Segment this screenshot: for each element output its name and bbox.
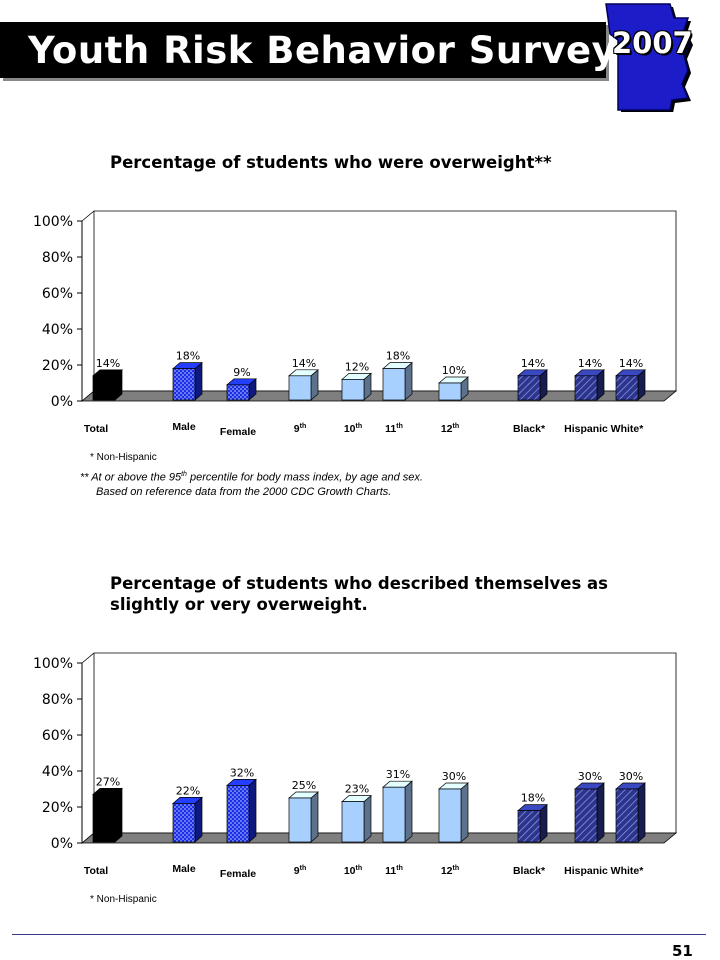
footnote-non-hispanic-1: * Non-Hispanic bbox=[90, 452, 157, 463]
data-label-0-4: 12% bbox=[344, 360, 370, 374]
bar-1-6 bbox=[439, 783, 468, 842]
chart-2-title: Percentage of students who described themselves as slightly or very overweight. bbox=[110, 574, 608, 614]
data-label-0-5: 18% bbox=[385, 349, 411, 363]
y-tick-label-0-3: 60% bbox=[41, 286, 73, 302]
x-tick-label-1-2: Female bbox=[219, 868, 257, 880]
bar-0-1 bbox=[173, 363, 202, 400]
page-title: Youth Risk Behavior Survey bbox=[28, 29, 617, 72]
bar-0-6 bbox=[439, 377, 468, 400]
bar-0-0 bbox=[93, 370, 122, 400]
x-tick-label-1-7: Black* bbox=[512, 865, 546, 877]
data-label-1-8: 30% bbox=[577, 770, 603, 783]
data-label-0-8: 14% bbox=[577, 356, 603, 370]
x-tick-label-1-5: 11th bbox=[385, 865, 403, 877]
bar-1-4 bbox=[342, 796, 371, 842]
bar-1-1 bbox=[173, 797, 202, 842]
y-tick-label-0-1: 20% bbox=[41, 358, 73, 374]
bar-1-0 bbox=[93, 788, 122, 842]
y-tick-label-0-4: 80% bbox=[41, 250, 73, 266]
x-tick-label-1-4: 10th bbox=[343, 865, 363, 877]
bar-1-7 bbox=[518, 805, 547, 842]
y-tick-label-0-5: 100% bbox=[32, 214, 73, 230]
x-tick-label-0-1: Male bbox=[172, 421, 196, 433]
chart-1-title: Percentage of students who were overweight** bbox=[110, 153, 552, 172]
data-label-1-1: 22% bbox=[175, 784, 201, 798]
data-label-1-6: 30% bbox=[441, 770, 467, 783]
y-tick-label-1-1: 20% bbox=[41, 800, 73, 816]
data-label-1-7: 18% bbox=[520, 791, 546, 805]
x-tick-label-0-4: 10th bbox=[343, 423, 363, 435]
footnote-non-hispanic-2: * Non-Hispanic bbox=[90, 894, 157, 905]
x-tick-label-0-9: White* bbox=[610, 423, 644, 435]
footnote-bmi bbox=[80, 468, 423, 499]
data-label-1-2: 32% bbox=[229, 766, 255, 780]
data-label-1-3: 25% bbox=[291, 779, 317, 792]
bar-0-3 bbox=[289, 370, 318, 400]
footnote-bmi-line2: Based on reference data from the 2000 CDC Growth Charts. bbox=[96, 485, 392, 498]
y-tick-label-1-5: 100% bbox=[32, 656, 73, 672]
bar-0-7 bbox=[518, 370, 547, 400]
bar-0-4 bbox=[342, 373, 371, 400]
bar-1-8 bbox=[575, 783, 604, 842]
y-tick-label-0-0: 0% bbox=[50, 394, 73, 410]
bar-1-3 bbox=[289, 792, 318, 842]
bar-0-2 bbox=[227, 379, 256, 400]
page-number: 51 bbox=[672, 942, 693, 960]
x-tick-label-0-2: Female bbox=[219, 426, 257, 438]
data-label-0-2: 9% bbox=[233, 365, 251, 379]
data-label-0-9: 14% bbox=[618, 356, 644, 370]
y-tick-label-1-0: 0% bbox=[50, 836, 73, 852]
footer-rule bbox=[12, 934, 706, 935]
x-tick-label-0-8: Hispanic bbox=[564, 423, 608, 435]
chart-2-self-described-overweight bbox=[0, 642, 720, 892]
footnote-bmi-line1-post: percentile for body mass index, by age and sex. bbox=[186, 471, 423, 484]
data-label-0-3: 14% bbox=[291, 356, 317, 370]
data-label-0-0: 14% bbox=[95, 356, 121, 370]
data-label-0-7: 14% bbox=[520, 356, 546, 370]
x-tick-label-1-8: Hispanic bbox=[564, 865, 608, 877]
data-label-1-0: 27% bbox=[95, 775, 121, 789]
data-label-0-1: 18% bbox=[175, 349, 201, 363]
footnote-bmi-sup: th bbox=[181, 471, 187, 478]
y-tick-label-1-3: 60% bbox=[41, 728, 73, 744]
y-tick-label-1-2: 40% bbox=[41, 764, 73, 780]
bar-1-5 bbox=[383, 781, 412, 842]
x-tick-label-0-7: Black* bbox=[512, 423, 546, 435]
x-tick-label-1-9: White* bbox=[610, 865, 644, 877]
chart-1-overweight bbox=[0, 200, 720, 450]
x-tick-label-0-0: Total bbox=[83, 423, 109, 435]
x-tick-label-1-6: 12th bbox=[440, 865, 460, 877]
bar-0-5 bbox=[383, 363, 412, 400]
x-tick-label-1-0: Total bbox=[83, 865, 109, 877]
data-label-1-5: 31% bbox=[385, 768, 411, 782]
x-tick-label-0-5: 11th bbox=[385, 423, 403, 435]
footnote-bmi-line1-pre: ** At or above the 95 bbox=[80, 471, 182, 484]
bar-1-9 bbox=[616, 783, 645, 842]
bar-1-2 bbox=[227, 779, 256, 842]
y-tick-label-0-2: 40% bbox=[41, 322, 73, 338]
x-tick-label-1-1: Male bbox=[172, 863, 196, 875]
x-tick-label-1-3: 9th bbox=[293, 865, 307, 877]
bar-0-8 bbox=[575, 370, 604, 400]
x-tick-label-0-6: 12th bbox=[440, 423, 460, 435]
survey-year: 2007 bbox=[612, 26, 693, 60]
data-label-1-4: 23% bbox=[344, 782, 370, 796]
x-tick-label-0-3: 9th bbox=[293, 423, 307, 435]
data-label-1-9: 30% bbox=[618, 770, 644, 783]
data-label-0-6: 10% bbox=[441, 364, 467, 377]
y-tick-label-1-4: 80% bbox=[41, 692, 73, 708]
bar-0-9 bbox=[616, 370, 645, 400]
